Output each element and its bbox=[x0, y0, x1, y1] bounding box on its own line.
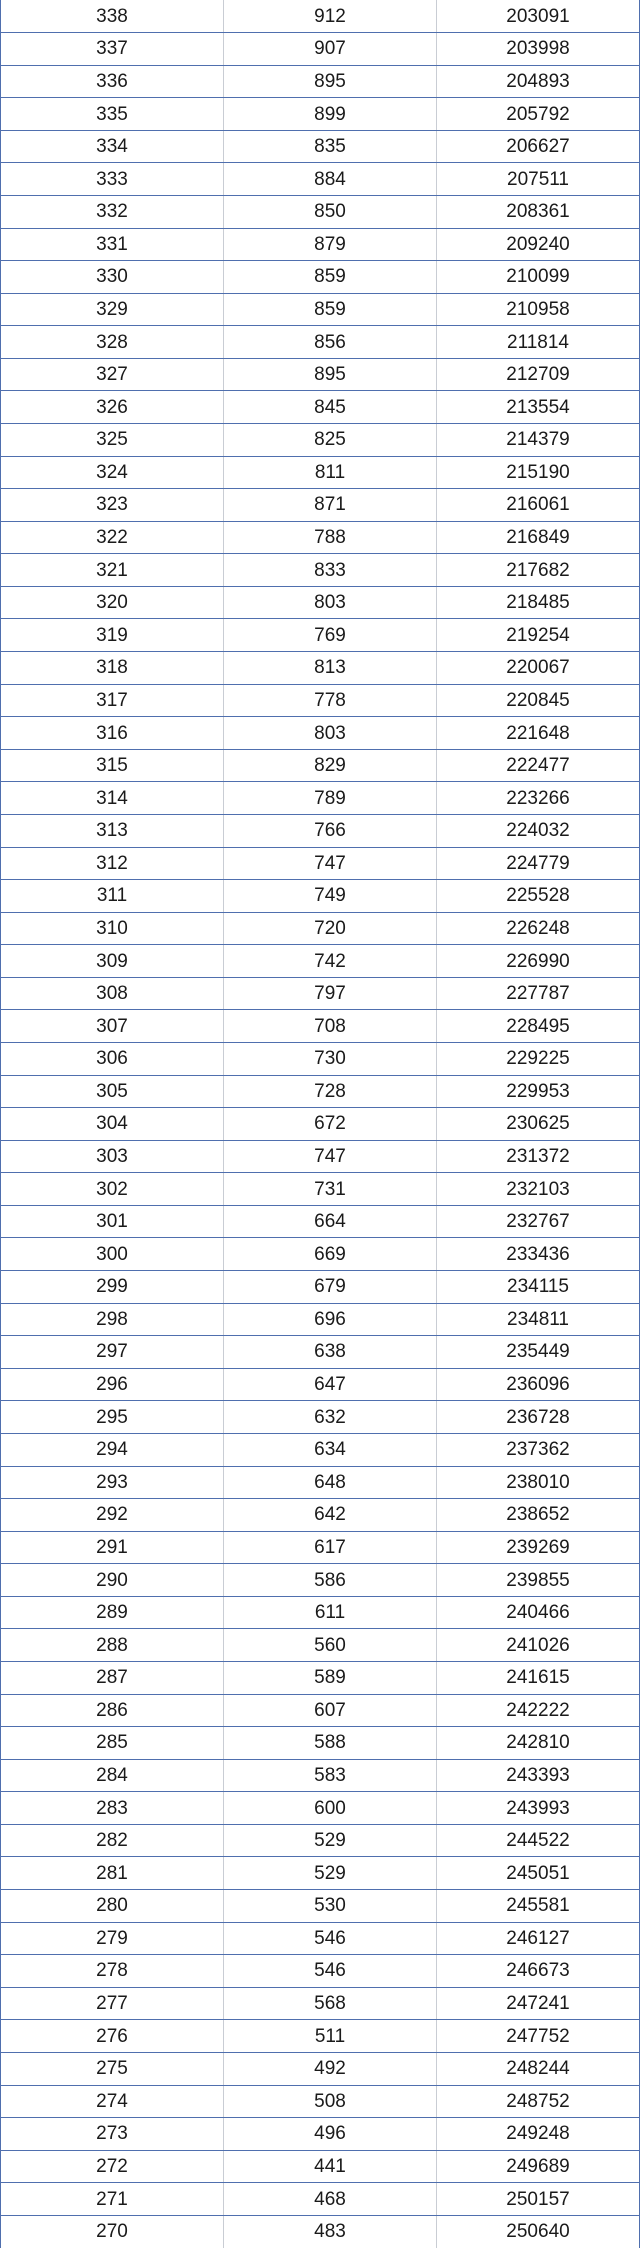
count-cell: 803 bbox=[224, 717, 437, 750]
cumulative-count-cell: 246673 bbox=[437, 1955, 640, 1988]
score-cell: 328 bbox=[1, 326, 224, 359]
cumulative-count-cell: 226248 bbox=[437, 912, 640, 945]
cumulative-count-cell: 206627 bbox=[437, 130, 640, 163]
cumulative-count-cell: 238010 bbox=[437, 1466, 640, 1499]
table-row bbox=[1, 1205, 640, 1238]
table-row bbox=[1, 1922, 640, 1955]
cumulative-count-cell: 217682 bbox=[437, 554, 640, 587]
cumulative-count-cell: 229225 bbox=[437, 1043, 640, 1076]
count-cell: 850 bbox=[224, 195, 437, 228]
cumulative-count-cell: 247241 bbox=[437, 1987, 640, 2020]
count-cell: 696 bbox=[224, 1303, 437, 1336]
score-cell: 298 bbox=[1, 1303, 224, 1336]
score-cell: 329 bbox=[1, 293, 224, 326]
score-cell: 299 bbox=[1, 1271, 224, 1304]
count-cell: 586 bbox=[224, 1564, 437, 1597]
table-row bbox=[1, 0, 640, 33]
score-cell: 338 bbox=[1, 0, 224, 33]
table-row bbox=[1, 619, 640, 652]
count-cell: 546 bbox=[224, 1922, 437, 1955]
cumulative-count-cell: 210099 bbox=[437, 261, 640, 294]
count-cell: 672 bbox=[224, 1108, 437, 1141]
count-cell: 638 bbox=[224, 1336, 437, 1369]
cumulative-count-cell: 213554 bbox=[437, 391, 640, 424]
score-cell: 308 bbox=[1, 977, 224, 1010]
score-cell: 301 bbox=[1, 1205, 224, 1238]
table-row bbox=[1, 1303, 640, 1336]
cumulative-count-cell: 207511 bbox=[437, 163, 640, 196]
count-cell: 664 bbox=[224, 1205, 437, 1238]
table-row bbox=[1, 554, 640, 587]
score-cell: 310 bbox=[1, 912, 224, 945]
table-row bbox=[1, 1433, 640, 1466]
count-cell: 899 bbox=[224, 98, 437, 131]
table-row bbox=[1, 424, 640, 457]
count-cell: 529 bbox=[224, 1824, 437, 1857]
cumulative-count-cell: 236728 bbox=[437, 1401, 640, 1434]
table-row bbox=[1, 1890, 640, 1923]
cumulative-count-cell: 236096 bbox=[437, 1368, 640, 1401]
table-row bbox=[1, 717, 640, 750]
cumulative-count-cell: 212709 bbox=[437, 358, 640, 391]
cumulative-count-cell: 227787 bbox=[437, 977, 640, 1010]
count-cell: 766 bbox=[224, 814, 437, 847]
count-cell: 588 bbox=[224, 1727, 437, 1760]
score-cell: 291 bbox=[1, 1531, 224, 1564]
table-row bbox=[1, 1792, 640, 1825]
table-row bbox=[1, 326, 640, 359]
cumulative-count-cell: 203091 bbox=[437, 0, 640, 33]
count-cell: 895 bbox=[224, 65, 437, 98]
table-row bbox=[1, 1824, 640, 1857]
score-cell: 290 bbox=[1, 1564, 224, 1597]
count-cell: 441 bbox=[224, 2150, 437, 2183]
count-cell: 530 bbox=[224, 1890, 437, 1923]
score-cell: 322 bbox=[1, 521, 224, 554]
count-cell: 647 bbox=[224, 1368, 437, 1401]
count-cell: 788 bbox=[224, 521, 437, 554]
count-cell: 496 bbox=[224, 2118, 437, 2151]
score-cell: 292 bbox=[1, 1499, 224, 1532]
cumulative-count-cell: 224779 bbox=[437, 847, 640, 880]
score-cell: 317 bbox=[1, 684, 224, 717]
score-cell: 325 bbox=[1, 424, 224, 457]
score-cell: 313 bbox=[1, 814, 224, 847]
cumulative-count-cell: 247752 bbox=[437, 2020, 640, 2053]
table-row bbox=[1, 2215, 640, 2248]
table-row bbox=[1, 912, 640, 945]
score-cell: 320 bbox=[1, 586, 224, 619]
cumulative-count-cell: 226990 bbox=[437, 945, 640, 978]
cumulative-count-cell: 215190 bbox=[437, 456, 640, 489]
score-cell: 272 bbox=[1, 2150, 224, 2183]
score-cell: 327 bbox=[1, 358, 224, 391]
count-cell: 492 bbox=[224, 2052, 437, 2085]
score-cell: 273 bbox=[1, 2118, 224, 2151]
table-row bbox=[1, 1955, 640, 1988]
table-row bbox=[1, 456, 640, 489]
count-cell: 871 bbox=[224, 489, 437, 522]
table-row bbox=[1, 228, 640, 261]
table-row bbox=[1, 1238, 640, 1271]
table-row bbox=[1, 195, 640, 228]
count-cell: 803 bbox=[224, 586, 437, 619]
score-cell: 302 bbox=[1, 1173, 224, 1206]
table-row bbox=[1, 1727, 640, 1760]
cumulative-count-cell: 222477 bbox=[437, 749, 640, 782]
cumulative-count-cell: 230625 bbox=[437, 1108, 640, 1141]
cumulative-count-cell: 240466 bbox=[437, 1596, 640, 1629]
count-cell: 859 bbox=[224, 293, 437, 326]
table-row bbox=[1, 391, 640, 424]
cumulative-count-cell: 250640 bbox=[437, 2215, 640, 2248]
table-row bbox=[1, 65, 640, 98]
score-cell: 326 bbox=[1, 391, 224, 424]
count-cell: 789 bbox=[224, 782, 437, 815]
score-cell: 337 bbox=[1, 33, 224, 66]
count-cell: 511 bbox=[224, 2020, 437, 2053]
table-row bbox=[1, 261, 640, 294]
count-cell: 617 bbox=[224, 1531, 437, 1564]
score-cell: 311 bbox=[1, 880, 224, 913]
table-row bbox=[1, 1694, 640, 1727]
score-cell: 284 bbox=[1, 1759, 224, 1792]
cumulative-count-cell: 220067 bbox=[437, 652, 640, 685]
count-cell: 825 bbox=[224, 424, 437, 457]
count-cell: 708 bbox=[224, 1010, 437, 1043]
cumulative-count-cell: 250157 bbox=[437, 2183, 640, 2216]
cumulative-count-cell: 216849 bbox=[437, 521, 640, 554]
score-cell: 330 bbox=[1, 261, 224, 294]
cumulative-count-cell: 216061 bbox=[437, 489, 640, 522]
count-cell: 747 bbox=[224, 1140, 437, 1173]
table-row bbox=[1, 1173, 640, 1206]
score-cell: 277 bbox=[1, 1987, 224, 2020]
count-cell: 845 bbox=[224, 391, 437, 424]
count-cell: 483 bbox=[224, 2215, 437, 2248]
table-row bbox=[1, 2085, 640, 2118]
score-cell: 303 bbox=[1, 1140, 224, 1173]
table-row bbox=[1, 684, 640, 717]
count-cell: 730 bbox=[224, 1043, 437, 1076]
table-row bbox=[1, 98, 640, 131]
table-row bbox=[1, 814, 640, 847]
cumulative-count-cell: 221648 bbox=[437, 717, 640, 750]
score-cell: 280 bbox=[1, 1890, 224, 1923]
count-cell: 813 bbox=[224, 652, 437, 685]
table-row bbox=[1, 1401, 640, 1434]
cumulative-count-cell: 249689 bbox=[437, 2150, 640, 2183]
score-cell: 316 bbox=[1, 717, 224, 750]
cumulative-count-cell: 234115 bbox=[437, 1271, 640, 1304]
table-row bbox=[1, 1466, 640, 1499]
table-row bbox=[1, 1531, 640, 1564]
score-cell: 283 bbox=[1, 1792, 224, 1825]
cumulative-count-cell: 208361 bbox=[437, 195, 640, 228]
table-row bbox=[1, 1010, 640, 1043]
cumulative-count-cell: 241615 bbox=[437, 1661, 640, 1694]
count-cell: 728 bbox=[224, 1075, 437, 1108]
score-cell: 278 bbox=[1, 1955, 224, 1988]
table-row bbox=[1, 1368, 640, 1401]
table-row bbox=[1, 521, 640, 554]
score-cell: 289 bbox=[1, 1596, 224, 1629]
table-row bbox=[1, 1075, 640, 1108]
cumulative-count-cell: 203998 bbox=[437, 33, 640, 66]
score-cell: 275 bbox=[1, 2052, 224, 2085]
count-cell: 611 bbox=[224, 1596, 437, 1629]
count-cell: 560 bbox=[224, 1629, 437, 1662]
score-cell: 286 bbox=[1, 1694, 224, 1727]
score-cell: 314 bbox=[1, 782, 224, 815]
score-cell: 282 bbox=[1, 1824, 224, 1857]
cumulative-count-cell: 235449 bbox=[437, 1336, 640, 1369]
table-row bbox=[1, 358, 640, 391]
cumulative-count-cell: 224032 bbox=[437, 814, 640, 847]
cumulative-count-cell: 241026 bbox=[437, 1629, 640, 1662]
count-cell: 749 bbox=[224, 880, 437, 913]
score-cell: 279 bbox=[1, 1922, 224, 1955]
count-cell: 912 bbox=[224, 0, 437, 33]
score-cell: 305 bbox=[1, 1075, 224, 1108]
table-row bbox=[1, 652, 640, 685]
cumulative-count-cell: 225528 bbox=[437, 880, 640, 913]
cumulative-count-cell: 237362 bbox=[437, 1433, 640, 1466]
table-row bbox=[1, 2118, 640, 2151]
score-cell: 321 bbox=[1, 554, 224, 587]
cumulative-count-cell: 232103 bbox=[437, 1173, 640, 1206]
score-cell: 323 bbox=[1, 489, 224, 522]
cumulative-count-cell: 210958 bbox=[437, 293, 640, 326]
cumulative-count-cell: 228495 bbox=[437, 1010, 640, 1043]
cumulative-count-cell: 248244 bbox=[437, 2052, 640, 2085]
count-cell: 632 bbox=[224, 1401, 437, 1434]
count-cell: 731 bbox=[224, 1173, 437, 1206]
count-cell: 856 bbox=[224, 326, 437, 359]
table-row bbox=[1, 2052, 640, 2085]
score-cell: 304 bbox=[1, 1108, 224, 1141]
count-cell: 884 bbox=[224, 163, 437, 196]
table-row bbox=[1, 293, 640, 326]
table-row bbox=[1, 749, 640, 782]
cumulative-count-cell: 239269 bbox=[437, 1531, 640, 1564]
score-cell: 285 bbox=[1, 1727, 224, 1760]
table-row bbox=[1, 2020, 640, 2053]
table-row bbox=[1, 1336, 640, 1369]
count-cell: 835 bbox=[224, 130, 437, 163]
score-cell: 270 bbox=[1, 2215, 224, 2248]
count-cell: 747 bbox=[224, 847, 437, 880]
table-row bbox=[1, 847, 640, 880]
table-row bbox=[1, 1857, 640, 1890]
count-cell: 859 bbox=[224, 261, 437, 294]
count-cell: 607 bbox=[224, 1694, 437, 1727]
score-cell: 307 bbox=[1, 1010, 224, 1043]
cumulative-count-cell: 205792 bbox=[437, 98, 640, 131]
score-cell: 300 bbox=[1, 1238, 224, 1271]
table-row bbox=[1, 1661, 640, 1694]
cumulative-count-cell: 249248 bbox=[437, 2118, 640, 2151]
cumulative-count-cell: 219254 bbox=[437, 619, 640, 652]
score-cell: 297 bbox=[1, 1336, 224, 1369]
cumulative-count-cell: 242222 bbox=[437, 1694, 640, 1727]
cumulative-count-cell: 229953 bbox=[437, 1075, 640, 1108]
table-row bbox=[1, 163, 640, 196]
count-cell: 879 bbox=[224, 228, 437, 261]
cumulative-count-cell: 209240 bbox=[437, 228, 640, 261]
cumulative-count-cell: 243993 bbox=[437, 1792, 640, 1825]
table-row bbox=[1, 880, 640, 913]
cumulative-count-cell: 246127 bbox=[437, 1922, 640, 1955]
cumulative-count-cell: 233436 bbox=[437, 1238, 640, 1271]
cumulative-count-cell: 238652 bbox=[437, 1499, 640, 1532]
score-cell: 332 bbox=[1, 195, 224, 228]
table-row bbox=[1, 2183, 640, 2216]
table-row bbox=[1, 1140, 640, 1173]
score-cell: 276 bbox=[1, 2020, 224, 2053]
score-cell: 274 bbox=[1, 2085, 224, 2118]
count-cell: 583 bbox=[224, 1759, 437, 1792]
score-cell: 296 bbox=[1, 1368, 224, 1401]
count-cell: 833 bbox=[224, 554, 437, 587]
cumulative-count-cell: 243393 bbox=[437, 1759, 640, 1792]
cumulative-count-cell: 239855 bbox=[437, 1564, 640, 1597]
table-row bbox=[1, 1759, 640, 1792]
table-row bbox=[1, 1987, 640, 2020]
score-cell: 287 bbox=[1, 1661, 224, 1694]
count-cell: 895 bbox=[224, 358, 437, 391]
table-row bbox=[1, 1596, 640, 1629]
score-cell: 331 bbox=[1, 228, 224, 261]
count-cell: 642 bbox=[224, 1499, 437, 1532]
table-row bbox=[1, 1043, 640, 1076]
cumulative-count-cell: 245051 bbox=[437, 1857, 640, 1890]
cumulative-count-cell: 234811 bbox=[437, 1303, 640, 1336]
score-cell: 293 bbox=[1, 1466, 224, 1499]
cumulative-count-cell: 214379 bbox=[437, 424, 640, 457]
count-cell: 529 bbox=[224, 1857, 437, 1890]
score-cell: 336 bbox=[1, 65, 224, 98]
score-cell: 335 bbox=[1, 98, 224, 131]
count-cell: 568 bbox=[224, 1987, 437, 2020]
score-cell: 306 bbox=[1, 1043, 224, 1076]
score-cell: 309 bbox=[1, 945, 224, 978]
table-row bbox=[1, 977, 640, 1010]
table-row bbox=[1, 489, 640, 522]
score-cell: 281 bbox=[1, 1857, 224, 1890]
score-cell: 315 bbox=[1, 749, 224, 782]
score-cell: 271 bbox=[1, 2183, 224, 2216]
count-cell: 648 bbox=[224, 1466, 437, 1499]
score-cell: 295 bbox=[1, 1401, 224, 1434]
count-cell: 468 bbox=[224, 2183, 437, 2216]
table-row bbox=[1, 130, 640, 163]
cumulative-count-cell: 232767 bbox=[437, 1205, 640, 1238]
cumulative-count-cell: 245581 bbox=[437, 1890, 640, 1923]
table-row bbox=[1, 2150, 640, 2183]
table-row bbox=[1, 1108, 640, 1141]
count-cell: 769 bbox=[224, 619, 437, 652]
cumulative-count-cell: 211814 bbox=[437, 326, 640, 359]
cumulative-count-cell: 223266 bbox=[437, 782, 640, 815]
count-cell: 600 bbox=[224, 1792, 437, 1825]
cumulative-count-cell: 244522 bbox=[437, 1824, 640, 1857]
count-cell: 546 bbox=[224, 1955, 437, 1988]
cumulative-count-cell: 231372 bbox=[437, 1140, 640, 1173]
count-cell: 907 bbox=[224, 33, 437, 66]
cumulative-count-cell: 204893 bbox=[437, 65, 640, 98]
score-cell: 288 bbox=[1, 1629, 224, 1662]
table-row bbox=[1, 1629, 640, 1662]
cumulative-count-cell: 218485 bbox=[437, 586, 640, 619]
count-cell: 634 bbox=[224, 1433, 437, 1466]
count-cell: 829 bbox=[224, 749, 437, 782]
table-row bbox=[1, 1499, 640, 1532]
count-cell: 742 bbox=[224, 945, 437, 978]
table-row bbox=[1, 1564, 640, 1597]
cumulative-count-cell: 248752 bbox=[437, 2085, 640, 2118]
table-row bbox=[1, 1271, 640, 1304]
table-row bbox=[1, 782, 640, 815]
count-cell: 589 bbox=[224, 1661, 437, 1694]
count-cell: 797 bbox=[224, 977, 437, 1010]
cumulative-count-cell: 220845 bbox=[437, 684, 640, 717]
score-cell: 294 bbox=[1, 1433, 224, 1466]
table-row bbox=[1, 586, 640, 619]
cumulative-count-cell: 242810 bbox=[437, 1727, 640, 1760]
count-cell: 669 bbox=[224, 1238, 437, 1271]
table-row bbox=[1, 33, 640, 66]
score-cell: 319 bbox=[1, 619, 224, 652]
count-cell: 811 bbox=[224, 456, 437, 489]
count-cell: 720 bbox=[224, 912, 437, 945]
score-cell: 334 bbox=[1, 130, 224, 163]
score-cell: 333 bbox=[1, 163, 224, 196]
count-cell: 778 bbox=[224, 684, 437, 717]
table-body bbox=[1, 0, 640, 2248]
score-cell: 324 bbox=[1, 456, 224, 489]
count-cell: 508 bbox=[224, 2085, 437, 2118]
score-cell: 318 bbox=[1, 652, 224, 685]
table-row bbox=[1, 945, 640, 978]
score-cell: 312 bbox=[1, 847, 224, 880]
count-cell: 679 bbox=[224, 1271, 437, 1304]
